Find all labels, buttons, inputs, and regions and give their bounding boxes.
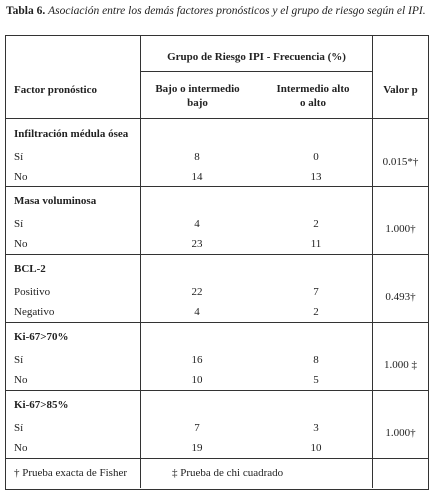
results-table xyxy=(5,35,429,490)
value-high: 2 xyxy=(313,306,319,318)
row-label: Sí xyxy=(14,218,24,230)
value-high: 2 xyxy=(313,218,319,230)
group-name: Infiltración médula ósea xyxy=(14,128,129,140)
value-low: 19 xyxy=(191,442,203,454)
column-header-high-1: Intermedio alto xyxy=(276,83,350,95)
group-name: BCL-2 xyxy=(14,263,46,275)
row-label: Sí xyxy=(14,151,24,163)
row-label: No xyxy=(14,442,28,454)
p-value: 1.000 ‡ xyxy=(384,359,417,371)
value-high: 13 xyxy=(310,171,322,183)
row-label: No xyxy=(14,171,28,183)
group-name: Ki-67>85% xyxy=(14,399,69,411)
footnote-chi: ‡ Prueba de chi cuadrado xyxy=(172,467,284,479)
row-label: Negativo xyxy=(14,306,55,318)
value-high: 10 xyxy=(310,442,322,454)
p-value: 0.015*† xyxy=(382,156,419,168)
value-low: 7 xyxy=(194,422,200,434)
value-high: 3 xyxy=(313,422,319,434)
value-low: 16 xyxy=(191,354,203,366)
row-label: Positivo xyxy=(14,286,51,298)
value-low: 22 xyxy=(191,286,203,298)
row-divider xyxy=(6,322,428,323)
value-high: 0 xyxy=(313,151,319,163)
table-caption-label: Tabla 6. xyxy=(6,5,46,17)
column-header-low-2: bajo xyxy=(187,97,208,109)
group-name: Masa voluminosa xyxy=(14,195,97,207)
value-low: 10 xyxy=(191,374,203,386)
table-caption-text: Asociación entre los demás factores pronósticos y el grupo de riesgo según el IPI. xyxy=(48,5,426,17)
value-high: 7 xyxy=(313,286,319,298)
p-value: 1.000† xyxy=(385,427,416,439)
column-header-high-2: o alto xyxy=(300,97,326,109)
group-name: Ki-67>70% xyxy=(14,331,69,343)
value-low: 23 xyxy=(191,238,203,250)
header-divider xyxy=(6,118,428,119)
value-high: 11 xyxy=(310,238,322,250)
column-header-factor: Factor pronóstico xyxy=(14,84,97,96)
column-header-p: Valor p xyxy=(383,84,418,96)
row-label: No xyxy=(14,238,28,250)
header-divider xyxy=(140,71,372,72)
row-divider xyxy=(6,390,428,391)
value-low: 8 xyxy=(194,151,200,163)
column-header-low-1: Bajo o intermedio xyxy=(155,83,240,95)
value-low: 14 xyxy=(191,171,203,183)
row-divider xyxy=(6,186,428,187)
row-divider xyxy=(6,254,428,255)
value-high: 5 xyxy=(313,374,319,386)
row-divider xyxy=(6,458,428,459)
p-value: 0.493† xyxy=(385,291,416,303)
row-label: Sí xyxy=(14,354,24,366)
p-value: 1.000† xyxy=(385,223,416,235)
value-high: 8 xyxy=(313,354,319,366)
table-caption xyxy=(6,5,426,17)
value-low: 4 xyxy=(194,306,200,318)
group-header: Grupo de Riesgo IPI - Frecuencia (%) xyxy=(167,51,346,63)
row-label: No xyxy=(14,374,28,386)
column-divider xyxy=(372,36,373,488)
row-label: Sí xyxy=(14,422,24,434)
footnote-fisher: † Prueba exacta de Fisher xyxy=(14,467,128,479)
value-low: 4 xyxy=(194,218,200,230)
